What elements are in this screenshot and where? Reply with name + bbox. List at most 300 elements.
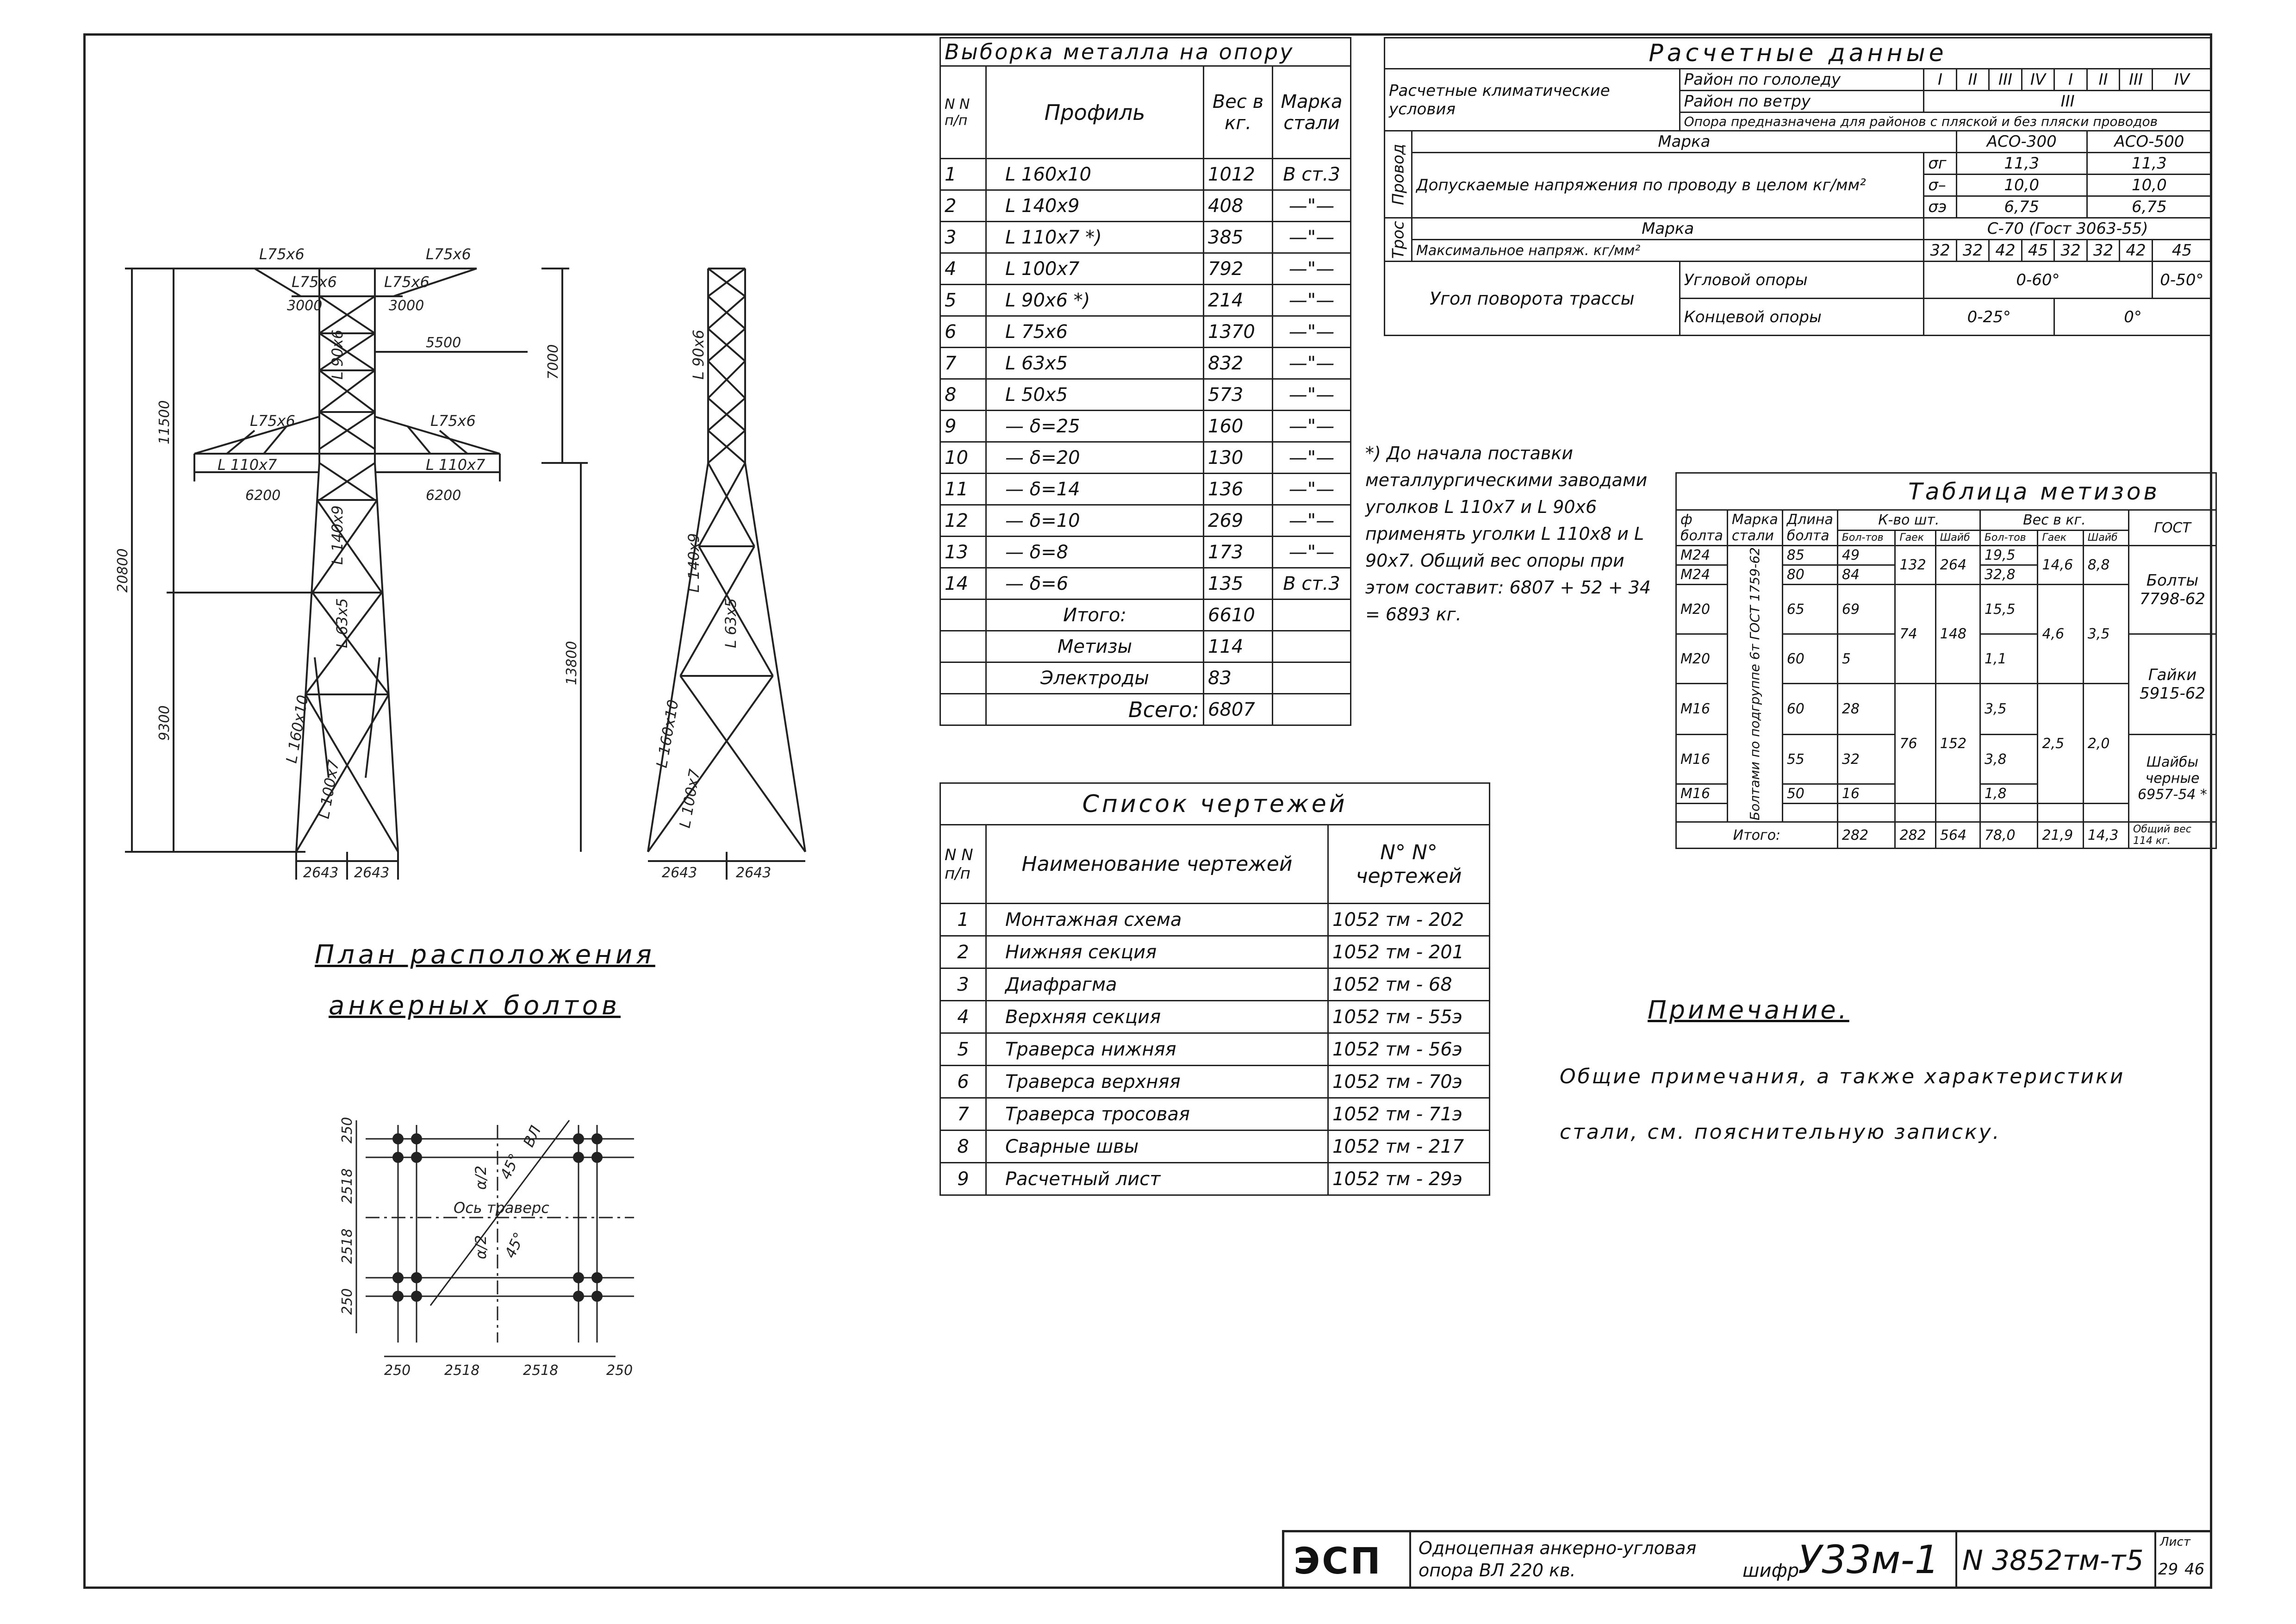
- hw-h-gost: ГОСТ: [2129, 510, 2216, 546]
- metal-cell-weight: 269: [1204, 505, 1273, 537]
- design-wire-mark: Марка: [1412, 131, 1957, 153]
- metal-cell-steel: —"—: [1273, 348, 1351, 379]
- metal-h-steel: Марка стали: [1273, 66, 1351, 159]
- drawings-cell-name: Расчетный лист: [986, 1163, 1328, 1195]
- hw-h-steel: Марка стали: [1727, 510, 1782, 546]
- drawings-h-num: N N п/п: [940, 825, 986, 904]
- metal-cell-steel: —"—: [1273, 379, 1351, 411]
- metal-cell-num: 12: [940, 505, 986, 537]
- metal-row: [940, 285, 1351, 316]
- metal-cell-steel: —"—: [1273, 505, 1351, 537]
- plan-dim-v3: 2518: [339, 1228, 355, 1264]
- drawings-cell-code: 1052 тм - 55э: [1328, 1001, 1490, 1033]
- hw-d-6: M16: [1676, 735, 1728, 784]
- hw-w-7: 1,8: [1980, 784, 2038, 804]
- metal-cell-num: 2: [940, 190, 986, 222]
- side-base-b: 2643: [736, 865, 772, 881]
- plan-angle-2: α/2: [472, 1235, 490, 1259]
- metal-cell-steel: —"—: [1273, 411, 1351, 442]
- roman-6: II: [2087, 69, 2120, 91]
- metal-cell-steel: В ст.3: [1273, 568, 1351, 600]
- hw-g3-wwash: 2,0: [2083, 684, 2128, 804]
- metal-grand: 6807: [1204, 694, 1273, 725]
- hw-g1-wwash: 8,8: [2083, 546, 2128, 585]
- metal-cell-steel: —"—: [1273, 222, 1351, 253]
- stamp-code-label: шифр: [1742, 1560, 1799, 1581]
- side-l100: L 100х7: [676, 768, 704, 830]
- metal-cell-num: 8: [940, 379, 986, 411]
- metal-cell-weight: 136: [1204, 474, 1273, 505]
- drawings-h-code: N° N° чертежей: [1328, 825, 1490, 904]
- metal-table: [940, 37, 1351, 726]
- drawings-cell-code: 1052 тм - 29э: [1328, 1163, 1490, 1195]
- drawings-cell-code: 1052 тм - 68: [1328, 968, 1490, 1001]
- metal-cell-weight: 173: [1204, 537, 1273, 568]
- cable-stress-8: 45: [2152, 240, 2211, 262]
- hw-d-1: M24: [1676, 546, 1728, 565]
- hw-len-6: 55: [1782, 735, 1837, 784]
- front-w6200b: 6200: [426, 487, 461, 504]
- drawings-cell-code: 1052 тм - 217: [1328, 1131, 1490, 1163]
- hw-d-2: M24: [1676, 565, 1728, 585]
- front-top-right: L75х6: [426, 245, 471, 263]
- metal-cell-profile: L 160х10: [986, 159, 1204, 190]
- front-h13800: 13800: [564, 641, 580, 685]
- drawings-cell-name: Верхняя секция: [986, 1001, 1328, 1033]
- metal-cell-profile: L 90х6 *): [986, 285, 1204, 316]
- plan-dim-h4: 250: [606, 1362, 633, 1379]
- metal-electrodes: 83: [1204, 662, 1273, 694]
- metal-row: [940, 159, 1351, 190]
- hw-len-2: 80: [1782, 565, 1837, 585]
- metal-total-label: Итого:: [986, 600, 1204, 631]
- drawings-cell-num: 7: [940, 1098, 986, 1131]
- metal-cell-num: 3: [940, 222, 986, 253]
- front-top-left: L75х6: [259, 245, 305, 263]
- metal-cell-profile: — δ=25: [986, 411, 1204, 442]
- metal-cell-weight: 1012: [1204, 159, 1273, 190]
- metal-row: [940, 379, 1351, 411]
- front-w6200a: 6200: [245, 487, 281, 504]
- stamp-sheet-label: Лист: [2160, 1535, 2190, 1549]
- metal-cell-weight: 160: [1204, 411, 1273, 442]
- design-ice: Район по гололеду: [1680, 69, 1924, 91]
- drawings-cell-code: 1052 тм - 202: [1328, 904, 1490, 936]
- roman-8: IV: [2152, 69, 2211, 91]
- metal-metizy-label: Метизы: [986, 631, 1204, 662]
- stamp-sheet: 29: [2158, 1560, 2178, 1579]
- front-h9300: 9300: [156, 705, 173, 741]
- drawings-row: [940, 1033, 1490, 1066]
- drawings-cell-num: 8: [940, 1131, 986, 1163]
- stamp-org: ЭСП: [1294, 1541, 1382, 1582]
- stress-b-3: 6,75: [2087, 196, 2211, 218]
- hw-gost-bolts: Болты 7798-62: [2129, 546, 2216, 634]
- hw-w-5: 3,5: [1980, 684, 2038, 735]
- front-base-a: 2643: [303, 865, 339, 881]
- metal-metizy: 114: [1204, 631, 1273, 662]
- hardware-title: Таблица метизов: [1676, 473, 2216, 510]
- hw-g1-nuts: 132: [1895, 546, 1935, 585]
- plan-title-1: План расположения: [315, 940, 655, 970]
- tower-side-view: [639, 259, 815, 889]
- drawings-cell-name: Нижняя секция: [986, 936, 1328, 968]
- drawings-cell-num: 2: [940, 936, 986, 968]
- metal-cell-num: 1: [940, 159, 986, 190]
- design-angle-corner: Угловой опоры: [1680, 262, 1924, 299]
- plan-vl-label: ВЛ: [519, 1123, 545, 1150]
- hw-total-4: 78,0: [1980, 822, 2038, 849]
- metal-cell-num: 13: [940, 537, 986, 568]
- metal-cell-profile: L 100х7: [986, 253, 1204, 285]
- drawings-cell-name: Траверса нижняя: [986, 1033, 1328, 1066]
- metal-total: 6610: [1204, 600, 1273, 631]
- hw-g1-wnuts: 14,6: [2038, 546, 2083, 585]
- side-l63: L 63х5: [722, 598, 740, 648]
- metal-cell-weight: 135: [1204, 568, 1273, 600]
- hw-sub-weight-3: Шайб: [2083, 530, 2128, 545]
- metal-cell-weight: 1370: [1204, 316, 1273, 348]
- anchor-bolt-plan: [338, 1111, 653, 1398]
- roman-4: IV: [2022, 69, 2054, 91]
- roman-5: I: [2054, 69, 2087, 91]
- side-l160: L 160х10: [653, 698, 682, 769]
- metal-row: [940, 442, 1351, 474]
- hw-gost-nuts: Гайки 5915-62: [2129, 634, 2216, 735]
- metal-cell-num: 14: [940, 568, 986, 600]
- design-angle-end: Концевой опоры: [1680, 299, 1924, 336]
- front-l63: L 63х5: [333, 598, 351, 648]
- drawings-row: [940, 1066, 1490, 1098]
- metal-row: [940, 348, 1351, 379]
- stress-a-1: 11,3: [1956, 153, 2087, 175]
- front-mid-r: L75х6: [430, 412, 476, 430]
- stress-sym-3: σэ: [1924, 196, 1957, 218]
- side-l140: L 140х9: [685, 533, 703, 593]
- drawings-row: [940, 936, 1490, 968]
- front-h11500: 11500: [156, 400, 173, 444]
- design-cable-mark-label: Марка: [1412, 218, 1924, 240]
- roman-1: I: [1924, 69, 1957, 91]
- metal-cell-steel: —"—: [1273, 190, 1351, 222]
- hw-total-note: Общий вес 114 кг.: [2129, 822, 2216, 849]
- metal-row: [940, 253, 1351, 285]
- cable-stress-2: 32: [1956, 240, 1989, 262]
- stamp-desc-2: опора ВЛ 220 кв.: [1419, 1560, 1576, 1580]
- stamp-code: У33м-1: [1798, 1537, 1940, 1582]
- metal-cell-num: 9: [940, 411, 986, 442]
- drawings-cell-num: 3: [940, 968, 986, 1001]
- hw-cnt-5: 28: [1837, 684, 1895, 735]
- front-base-b: 2643: [354, 865, 390, 881]
- drawings-row: [940, 968, 1490, 1001]
- hw-d-5: M16: [1676, 684, 1728, 735]
- hw-total-label: Итого:: [1676, 822, 1838, 849]
- design-stress-label: Допускаемые напряжения по проводу в целом кг/мм²: [1412, 153, 1924, 218]
- design-cable-mark: С-70 (Гост 3063-55): [1924, 218, 2212, 240]
- drawings-row: [940, 1131, 1490, 1163]
- hw-w-4: 1,1: [1980, 634, 2038, 684]
- metal-cell-steel: —"—: [1273, 442, 1351, 474]
- metal-cell-steel: —"—: [1273, 474, 1351, 505]
- hw-g3-nuts: 76: [1895, 684, 1935, 804]
- roman-3: III: [1989, 69, 2022, 91]
- front-mid-l: L75х6: [250, 412, 295, 430]
- front-top-r2: L75х6: [384, 273, 429, 291]
- metal-cell-weight: 792: [1204, 253, 1273, 285]
- hw-sub-count-2: Гаек: [1895, 530, 1935, 545]
- metal-title: Выборка металла на опору: [940, 38, 1351, 66]
- hw-len-5: 60: [1782, 684, 1837, 735]
- metal-cell-weight: 214: [1204, 285, 1273, 316]
- stamp-divider-3: [2154, 1532, 2156, 1588]
- plan-dim-v2: 2518: [339, 1168, 355, 1204]
- hw-cnt-2: 84: [1837, 565, 1895, 585]
- metal-cell-num: 5: [940, 285, 986, 316]
- stress-sym-2: σ–: [1924, 175, 1957, 196]
- front-low-r: L 110х7: [426, 456, 485, 474]
- drawings-cell-name: Монтажная схема: [986, 904, 1328, 936]
- footnote: *) До начала поставки металлургическими заводами уголков L 110х7 и L 90х6 применять уголки L 110х8 и L 90х7. Общий вес опоры при этом составит: 6807 + 52 + 34 = 6893 кг.: [1365, 443, 1651, 625]
- metal-cell-profile: L 75х6: [986, 316, 1204, 348]
- metal-cell-profile: L 50х5: [986, 379, 1204, 411]
- hw-cnt-4: 5: [1837, 634, 1895, 684]
- tower-front-view: [111, 241, 611, 889]
- metal-row: [940, 222, 1351, 253]
- metal-row: [940, 474, 1351, 505]
- hw-w-1: 19,5: [1980, 546, 2038, 565]
- metal-row: [940, 316, 1351, 348]
- metal-cell-num: 7: [940, 348, 986, 379]
- stamp-num: N 3852тм-т5: [1962, 1544, 2144, 1577]
- front-w5500: 5500: [426, 335, 461, 351]
- hw-d-3: M20: [1676, 585, 1728, 634]
- cable-stress-6: 32: [2087, 240, 2120, 262]
- metal-cell-steel: В ст.3: [1273, 159, 1351, 190]
- roman-2: II: [1956, 69, 1989, 91]
- design-angle-label: Угол поворота трассы: [1385, 262, 1680, 336]
- side-l90: L 90х6: [690, 329, 707, 380]
- side-base-a: 2643: [662, 865, 697, 881]
- design-title: Расчетные данные: [1385, 38, 2212, 69]
- front-l140: L 140х9: [329, 505, 346, 565]
- hw-g3-washers: 152: [1935, 684, 1980, 804]
- plan-title-2: анкерных болтов: [329, 991, 621, 1021]
- drawings-row: [940, 1098, 1490, 1131]
- front-l90: L 90х6: [329, 329, 346, 380]
- hw-w-3: 15,5: [1980, 585, 2038, 634]
- hw-len-3: 65: [1782, 585, 1837, 634]
- hw-total-1: 282: [1837, 822, 1895, 849]
- metal-cell-profile: L 110х7 *): [986, 222, 1204, 253]
- plan-dim-h1: 250: [384, 1362, 411, 1379]
- hw-g3-wnuts: 2,5: [2038, 684, 2083, 804]
- drawings-cell-code: 1052 тм - 70э: [1328, 1066, 1490, 1098]
- metal-cell-weight: 408: [1204, 190, 1273, 222]
- hw-cnt-6: 32: [1837, 735, 1895, 784]
- metal-grand-label: Всего:: [986, 694, 1204, 725]
- stress-a-2: 10,0: [1956, 175, 2087, 196]
- stress-a-3: 6,75: [1956, 196, 2087, 218]
- remark-text-2: стали, см. пояснительную записку.: [1560, 1120, 2001, 1144]
- design-wire-b: АСО-500: [2087, 131, 2211, 153]
- front-l160: L 160х10: [282, 693, 312, 765]
- drawings-cell-code: 1052 тм - 71э: [1328, 1098, 1490, 1131]
- metal-cell-profile: — δ=10: [986, 505, 1204, 537]
- plan-ang-45a: 45°: [496, 1150, 524, 1182]
- metal-cell-profile: L 63х5: [986, 348, 1204, 379]
- design-purpose: Опора предназначена для районов с пляской и без пляски проводов: [1680, 112, 2211, 131]
- design-climatic: Расчетные климатические условия: [1385, 69, 1680, 131]
- hw-gost-washers: Шайбы черные 6957-54 *: [2129, 735, 2216, 822]
- design-cable-stress-label: Максимальное напряж. кг/мм²: [1412, 240, 1924, 262]
- drawings-cell-num: 6: [940, 1066, 986, 1098]
- metal-h-weight: Вес в кг.: [1204, 66, 1273, 159]
- plan-ang-45b: 45°: [501, 1229, 529, 1261]
- plan-angle-1: α/2: [472, 1165, 490, 1190]
- hw-g2-nuts: 74: [1895, 585, 1935, 684]
- drawings-row: [940, 1001, 1490, 1033]
- hw-total-6: 14,3: [2083, 822, 2128, 849]
- front-top-l2: L75х6: [292, 273, 337, 291]
- metal-cell-steel: —"—: [1273, 537, 1351, 568]
- design-wind-val: III: [1924, 91, 2212, 112]
- hw-sub-count-3: Шайб: [1935, 530, 1980, 545]
- metal-electrodes-label: Электроды: [986, 662, 1204, 694]
- drawings-cell-name: Траверса тросовая: [986, 1098, 1328, 1131]
- hw-total-3: 564: [1935, 822, 1980, 849]
- metal-cell-weight: 130: [1204, 442, 1273, 474]
- hw-w-6: 3,8: [1980, 735, 2038, 784]
- hw-g1-washers: 264: [1935, 546, 1980, 585]
- metal-row: [940, 190, 1351, 222]
- front-w3000a: 3000: [287, 298, 323, 314]
- design-wire-a: АСО-300: [1956, 131, 2087, 153]
- design-wind: Район по ветру: [1680, 91, 1924, 112]
- remark-text-1: Общие примечания, а также характеристики: [1560, 1065, 2125, 1088]
- roman-7: III: [2120, 69, 2153, 91]
- title-block: [1282, 1530, 2212, 1589]
- metal-cell-steel: —"—: [1273, 316, 1351, 348]
- drawings-cell-name: Диафрагма: [986, 968, 1328, 1001]
- stress-sym-1: σг: [1924, 153, 1957, 175]
- design-angle-corner-extra: 0-50°: [2152, 262, 2211, 299]
- drawings-cell-code: 1052 тм - 201: [1328, 936, 1490, 968]
- plan-dim-h2: 2518: [444, 1362, 480, 1379]
- front-h7000: 7000: [545, 344, 561, 380]
- hw-sub-weight-1: Бол-тов: [1980, 530, 2038, 545]
- metal-row: [940, 505, 1351, 537]
- cable-stress-4: 45: [2022, 240, 2054, 262]
- metal-cell-num: 4: [940, 253, 986, 285]
- metal-cell-weight: 385: [1204, 222, 1273, 253]
- hw-total-2: 282: [1895, 822, 1935, 849]
- drawings-cell-code: 1052 тм - 56э: [1328, 1033, 1490, 1066]
- plan-dim-h3: 2518: [523, 1362, 559, 1379]
- drawings-cell-num: 5: [940, 1033, 986, 1066]
- metal-row: [940, 411, 1351, 442]
- hw-d-7: M16: [1676, 784, 1728, 804]
- hw-g2-washers: 148: [1935, 585, 1980, 684]
- drawings-row: [940, 1163, 1490, 1195]
- hw-sub-weight-2: Гаек: [2038, 530, 2083, 545]
- metal-cell-profile: — δ=20: [986, 442, 1204, 474]
- metal-cell-profile: L 140х9: [986, 190, 1204, 222]
- hw-d-4: M20: [1676, 634, 1728, 684]
- hw-len-1: 85: [1782, 546, 1837, 565]
- metal-h-num: N N п/п: [940, 66, 986, 159]
- design-angle-end-b: 0°: [2054, 299, 2212, 336]
- stress-b-2: 10,0: [2087, 175, 2211, 196]
- metal-cell-num: 11: [940, 474, 986, 505]
- metal-cell-profile: — δ=8: [986, 537, 1204, 568]
- metal-row: [940, 537, 1351, 568]
- stamp-divider-2: [1955, 1532, 1957, 1588]
- drawings-title: Список чертежей: [940, 783, 1490, 825]
- remark-title: Примечание.: [1648, 995, 1849, 1024]
- hw-sub-count-1: Бол-тов: [1837, 530, 1895, 545]
- front-low-l: L 110х7: [218, 456, 277, 474]
- cable-stress-7: 42: [2120, 240, 2153, 262]
- design-table: [1384, 37, 2212, 336]
- drawings-cell-num: 9: [940, 1163, 986, 1195]
- hw-w-2: 32,8: [1980, 565, 2038, 585]
- hw-h-d: ф болта: [1676, 510, 1728, 546]
- drawings-cell-num: 4: [940, 1001, 986, 1033]
- front-h20800: 20800: [115, 548, 131, 593]
- plan-dim-v4: 250: [339, 1288, 355, 1315]
- plan-dim-v1: 250: [339, 1117, 355, 1143]
- hw-total-5: 21,9: [2038, 822, 2083, 849]
- drawings-cell-name: Сварные швы: [986, 1131, 1328, 1163]
- metal-cell-steel: —"—: [1273, 285, 1351, 316]
- front-w3000b: 3000: [389, 298, 424, 314]
- hw-h-count: К-во шт.: [1837, 510, 1980, 531]
- cable-stress-3: 42: [1989, 240, 2022, 262]
- metal-cell-weight: 573: [1204, 379, 1273, 411]
- front-l100: L 100х7: [315, 758, 343, 820]
- stress-b-1: 11,3: [2087, 153, 2211, 175]
- hw-len-4: 60: [1782, 634, 1837, 684]
- metal-cell-steel: —"—: [1273, 253, 1351, 285]
- hardware-table: [1675, 472, 2217, 849]
- cable-stress-1: 32: [1924, 240, 1957, 262]
- stamp-sheets: 46: [2184, 1560, 2205, 1579]
- hw-cnt-3: 69: [1837, 585, 1895, 634]
- metal-cell-weight: 832: [1204, 348, 1273, 379]
- hw-cnt-1: 49: [1837, 546, 1895, 565]
- hw-g2-wwash: 3,5: [2083, 585, 2128, 684]
- drawings-h-name: Наименование чертежей: [986, 825, 1328, 904]
- plan-axis-label: Ось траверс: [454, 1199, 549, 1217]
- stamp-divider-1: [1409, 1532, 1411, 1588]
- drawings-cell-num: 1: [940, 904, 986, 936]
- design-wire-group: Провод: [1385, 131, 1412, 218]
- design-cable-group: Трос: [1385, 218, 1412, 262]
- hw-steel-note: Болтами по подгруппе 6т ГОСТ 1759-62: [1727, 546, 1782, 822]
- metal-row: [940, 568, 1351, 600]
- drawings-row: [940, 904, 1490, 936]
- design-angle-end-a: 0-25°: [1924, 299, 2054, 336]
- hw-len-7: 50: [1782, 784, 1837, 804]
- drawings-table: [940, 782, 1490, 1196]
- metal-h-profile: Профиль: [986, 66, 1204, 159]
- hw-cnt-7: 16: [1837, 784, 1895, 804]
- metal-cell-num: 10: [940, 442, 986, 474]
- drawings-cell-name: Траверса верхняя: [986, 1066, 1328, 1098]
- metal-cell-profile: — δ=6: [986, 568, 1204, 600]
- metal-cell-num: 6: [940, 316, 986, 348]
